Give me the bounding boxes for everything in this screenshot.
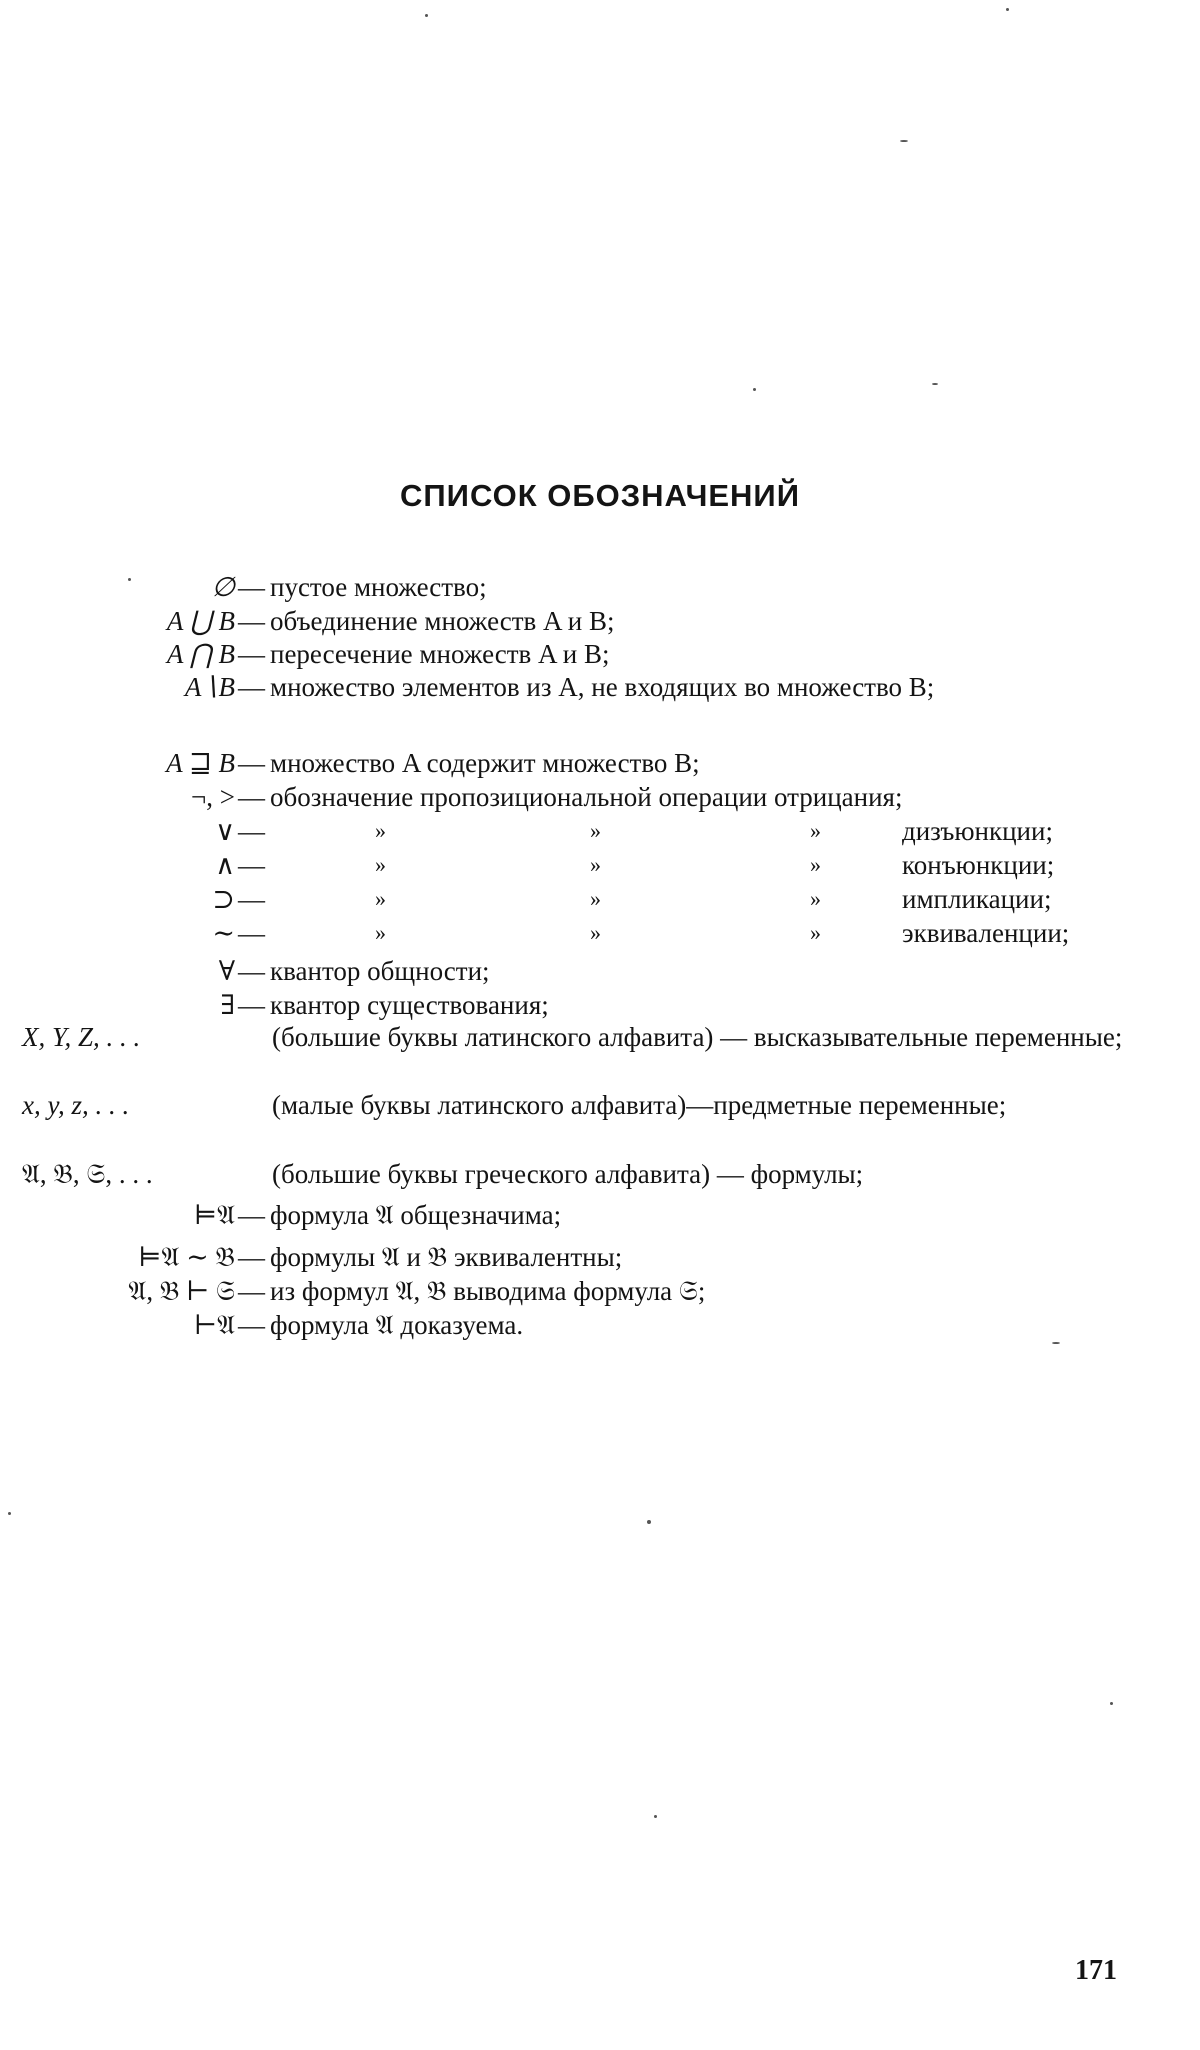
- scan-speck: [932, 383, 938, 385]
- notation-symbol: ⊨𝔄: [193, 1200, 235, 1230]
- notation-dash: —: [238, 884, 265, 914]
- ditto-mark: »: [590, 818, 601, 843]
- notation-dash: —: [238, 672, 265, 702]
- scan-speck: [1110, 1702, 1113, 1705]
- scan-speck: [425, 14, 428, 17]
- notation-dash: —: [238, 990, 265, 1020]
- notation-symbol: ¬, >: [191, 782, 235, 812]
- notation-dash: —: [238, 1276, 265, 1306]
- notation-symbol: A ⋃ B: [166, 606, 235, 636]
- notation-symbol: x, y, z, . . .: [22, 1090, 130, 1120]
- notation-description: квантор общности;: [270, 956, 490, 986]
- ditto-mark: »: [810, 852, 821, 877]
- scan-speck: [8, 1512, 11, 1515]
- notation-symbol: ∀: [218, 956, 235, 986]
- scan-speck: [1006, 8, 1009, 11]
- notation-description: (большие буквы латинского алфавита) — высказывательные переменные;: [272, 1022, 1123, 1052]
- notation-dash: —: [238, 748, 265, 778]
- ditto-mark: »: [375, 920, 386, 945]
- notation-dash: —: [238, 1242, 265, 1272]
- ditto-mark: »: [590, 920, 601, 945]
- operation-name: конъюнкции;: [902, 850, 1055, 880]
- notation-dash: —: [238, 918, 265, 948]
- page-number: 171: [1075, 1955, 1117, 1986]
- notation-description: пересечение множеств A и B;: [270, 639, 610, 669]
- notation-symbol: ∃: [220, 990, 235, 1020]
- scan-speck: [128, 578, 131, 581]
- notation-description: объединение множеств A и B;: [270, 606, 615, 636]
- notation-symbol: ⊨𝔄 ∼ 𝔅: [138, 1242, 235, 1272]
- notation-symbol: A ⋂ B: [166, 639, 235, 669]
- notation-description: из формул 𝔄, 𝔅 выводима формула 𝔖;: [270, 1276, 706, 1306]
- notation-dash: —: [238, 782, 265, 812]
- notation-symbol: ∨: [215, 816, 235, 846]
- operation-name: дизъюнкции;: [902, 816, 1053, 846]
- notation-description: обозначение пропозициональной операции отрицания;: [270, 782, 903, 812]
- ditto-mark: »: [375, 886, 386, 911]
- notation-symbol: 𝔄, 𝔅 ⊢ 𝔖: [128, 1276, 235, 1306]
- scan-speck: [654, 1815, 657, 1818]
- notation-dash: —: [238, 956, 265, 986]
- notation-description: (большие буквы греческого алфавита) — формулы;: [272, 1159, 864, 1189]
- ditto-mark: »: [810, 920, 821, 945]
- notation-symbol: ∼: [212, 918, 235, 948]
- notation-description: формула 𝔄 доказуема.: [270, 1310, 524, 1340]
- notation-dash: —: [238, 639, 265, 669]
- page-title: СПИСОК ОБОЗНАЧЕНИЙ: [400, 478, 800, 513]
- notation-symbol: ⊢𝔄: [193, 1310, 235, 1340]
- notation-dash: —: [238, 572, 265, 602]
- ditto-mark: »: [810, 818, 821, 843]
- ditto-mark: »: [375, 852, 386, 877]
- scan-speck: [753, 388, 756, 391]
- notation-description: пустое множество;: [270, 572, 487, 602]
- notation-description: множество элементов из A, не входящих во множество B;: [270, 672, 935, 702]
- notation-description: множество A содержит множество B;: [270, 748, 700, 778]
- notation-symbol: A∖B: [184, 672, 235, 702]
- notation-symbol: ⊃: [212, 884, 235, 914]
- notation-symbol: X, Y, Z, . . .: [22, 1022, 141, 1052]
- notation-description: формулы 𝔄 и 𝔅 эквивалентны;: [270, 1242, 623, 1272]
- operation-name: импликации;: [902, 884, 1052, 914]
- notation-entry-propositional-variables: [0, 1020, 1200, 1090]
- notation-symbol: A ⊒ B: [166, 748, 235, 778]
- notation-description: формула 𝔄 общезначима;: [270, 1200, 562, 1230]
- ditto-mark: »: [810, 886, 821, 911]
- notation-dash: —: [238, 1310, 265, 1340]
- notation-entry-individual-variables: [0, 1088, 1200, 1158]
- ditto-mark: »: [375, 818, 386, 843]
- notation-dash: —: [238, 606, 265, 636]
- notation-dash: —: [238, 850, 265, 880]
- notation-dash: —: [238, 1200, 265, 1230]
- ditto-mark: »: [590, 886, 601, 911]
- ditto-mark: »: [590, 852, 601, 877]
- notation-description: квантор существования;: [270, 990, 549, 1020]
- notation-symbol: ∧: [215, 850, 235, 880]
- notation-dash: —: [238, 816, 265, 846]
- notation-description: (малые буквы латинского алфавита)—предметные переменные;: [272, 1090, 1007, 1120]
- scan-speck: [900, 140, 908, 142]
- scan-speck: [647, 1520, 651, 1524]
- notation-symbol: 𝔄, 𝔅, 𝔖, . . .: [22, 1159, 153, 1189]
- scan-speck: [1052, 1342, 1060, 1344]
- operation-name: эквиваленции;: [902, 918, 1070, 948]
- notation-symbol: ∅: [211, 572, 235, 602]
- notation-entry-difference: [0, 670, 1200, 740]
